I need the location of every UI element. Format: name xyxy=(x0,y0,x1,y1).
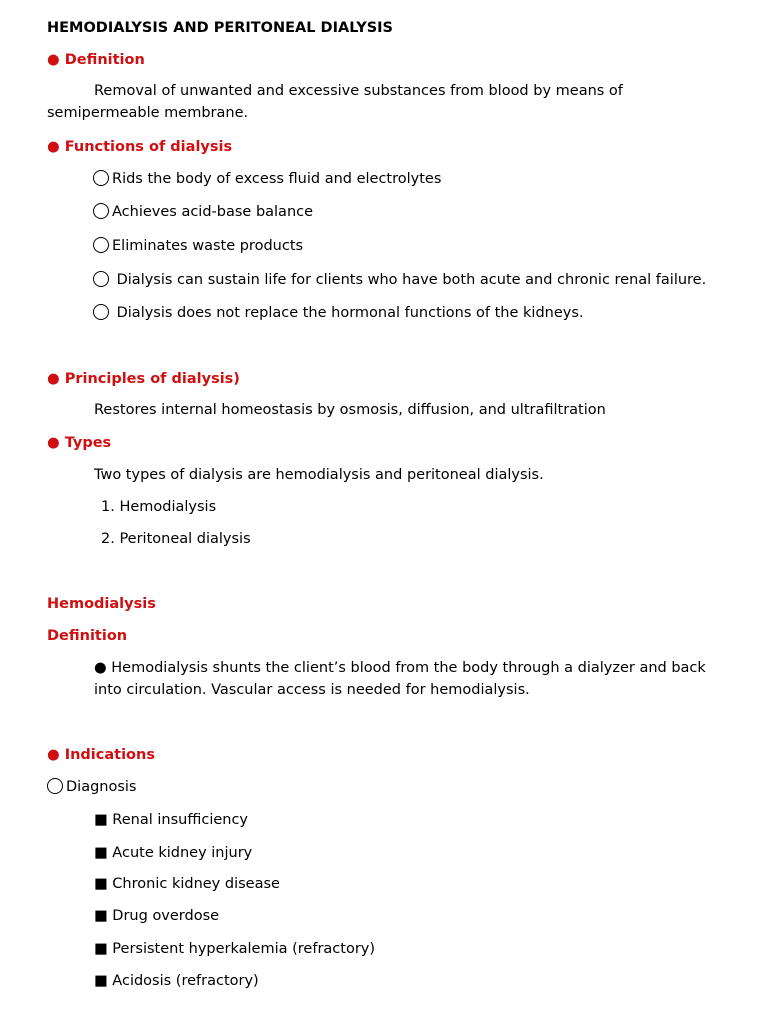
circle-bullet-icon xyxy=(93,203,109,219)
function-item: Dialysis does not replace the hormonal functions of the kidneys. xyxy=(93,303,584,323)
function-item: Achieves acid-base balance xyxy=(93,202,313,222)
diagnosis-item: Diagnosis xyxy=(47,777,136,797)
type-item-hemodialysis: 1. Hemodialysis xyxy=(101,499,217,515)
hemodialysis-definition-heading: Definition xyxy=(47,628,128,644)
types-heading: ● Types xyxy=(47,435,112,451)
indication-item: ■ Renal insufficiency xyxy=(94,812,249,828)
types-text: Two types of dialysis are hemodialysis and peritoneal dialysis. xyxy=(94,467,544,483)
definition-text: Removal of unwanted and excessive substances from blood by means of semipermeable membrane. xyxy=(47,83,623,121)
circle-bullet-icon xyxy=(93,304,109,320)
document-title: HEMODIALYSIS AND PERITONEAL DIALYSIS xyxy=(47,20,393,36)
function-item: Dialysis can sustain life for clients who have both acute and chronic renal failure. xyxy=(93,270,706,290)
indication-item: ■ Acute kidney injury xyxy=(94,845,253,861)
hemodialysis-heading: Hemodialysis xyxy=(47,596,156,612)
indications-heading: ● Indications xyxy=(47,747,155,763)
indication-item: ■ Chronic kidney disease xyxy=(94,876,280,892)
principles-text: Restores internal homeostasis by osmosis, diffusion, and ultrafiltration xyxy=(94,402,606,418)
circle-bullet-icon xyxy=(47,778,63,794)
circle-bullet-icon xyxy=(93,271,109,287)
function-item: Eliminates waste products xyxy=(93,236,303,256)
function-item: Rids the body of excess fluid and electrolytes xyxy=(93,169,441,189)
indication-item: ■ Acidosis (refractory) xyxy=(94,973,259,989)
indication-item: ■ Drug overdose xyxy=(94,908,220,924)
type-item-peritoneal: 2. Peritoneal dialysis xyxy=(101,531,251,547)
hemodialysis-definition-text: ● Hemodialysis shunts the client’s blood from the body through a dialyzer and back into circulation. Vascular access is needed for hemodialysis. xyxy=(94,660,706,698)
principles-heading: ● Principles of dialysis) xyxy=(47,371,240,387)
definition-paragraph xyxy=(47,80,647,124)
circle-bullet-icon xyxy=(93,237,109,253)
circle-bullet-icon xyxy=(93,170,109,186)
indication-item: ■ Persistent hyperkalemia (refractory) xyxy=(94,941,376,957)
functions-heading: ● Functions of dialysis xyxy=(47,139,233,155)
definition-heading: ● Definition xyxy=(47,52,145,68)
